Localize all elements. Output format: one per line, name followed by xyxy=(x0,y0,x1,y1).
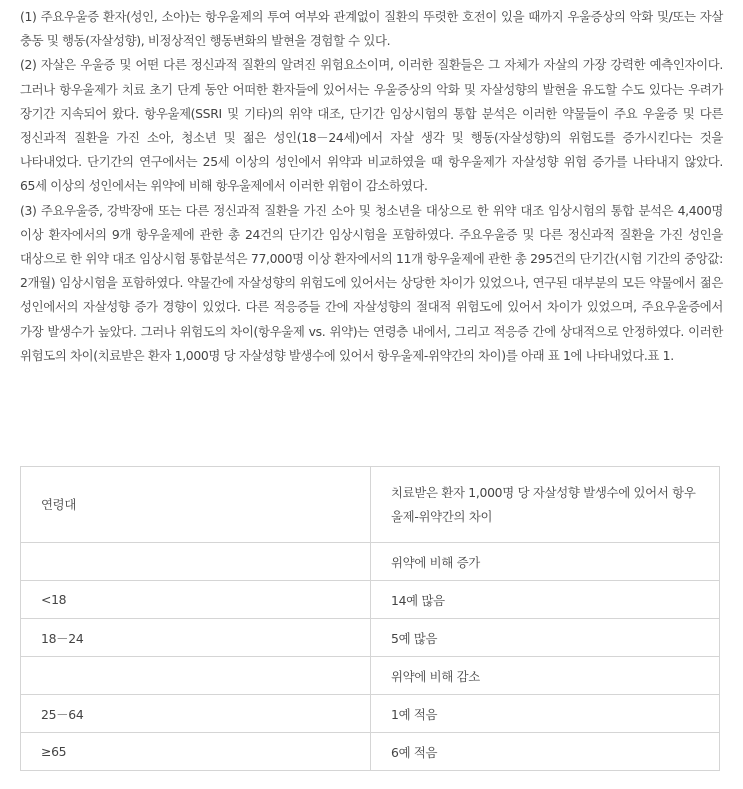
table-cell-age xyxy=(21,657,371,695)
table-cell-difference: 위약에 비해 증가 xyxy=(371,543,720,581)
table-cell-difference: 5예 많음 xyxy=(371,619,720,657)
paragraph-3: (3) 주요우울증, 강박장애 또는 다른 정신과적 질환을 가진 소아 및 청소년을 대상으로 한 위약 대조 임상시험의 통합 분석은 4,400명 이상 환자에서의 9개 항우울제에 관한 총 24건의 단기간 임상시험을 포함하였다. 주요우울증 및 다른 정신과적 질환을 가진 성인을 대상으로 한 위약 대조 임상시험 통합분석은 77,000명 이상 환자에서의 11개 항우울제에 관한 총 295건의 단기간(시험 기간의 중앙값: 2개월) 임상시험을 포함하였다. 약물간에 자살성향의 위험도에 있어서는 상당한 차이가 있었으나, 연구된 대부분의 모든 약물에서 젊은 성인에서의 자살성향 증가 경향이 있었다. 다른 적응증들 간에 자살성향의 절대적 위험도에 있어서 차이가 있었으며, 주요우울증에서 가장 발생수가 높았다. 그러나 위험도의 차이(항우울제 vs. 위약)는 연령층 내에서, 그리고 적응증 간에 상대적으로 안정하였다. 이러한 위험도의 차이(치료받은 환자 1,000명 당 자살성향 발생수에 있어서 항우울제-위약간의 차이)를 아래 표 1에 나타내었다.표 1. xyxy=(20,202,723,363)
table-cell-difference: 14예 많음 xyxy=(371,581,720,619)
table-cell-difference: 6예 적음 xyxy=(371,733,720,771)
table-row xyxy=(21,695,720,733)
paragraph-2: (2) 자살은 우울증 및 어떤 다른 정신과적 질환의 알려진 위험요소이며, 이러한 질환들은 그 자체가 자살의 가장 강력한 예측인자이다. 그러나 항우울제가 치료 초기 단계 동안 어떠한 환자들에 있어서는 우울증상의 악화 및 자살성향의 발현을 유도할 수도 있다는 우려가 장기간 지속되어 왔다. 항우울제(SSRI 및 기타)의 위약 대조, 단기간 임상시험의 통합 분석은 이러한 약물들이 주요 우울증 및 다른 정신과적 질환을 가진 소아, 청소년 및 젊은 성인(18－24세)에서 자살 생각 및 행동(자살성향)의 위험도를 증가시킨다는 것을 나타내었다. 단기간의 연구에서는 25세 이상의 성인에서 위약과 비교하였을 때 항우울제가 자살성향 위험 증가를 나타내지 않았다. 65세 이상의 성인에서는 위약에 비해 항우울제에서 이러한 위험이 감소하였다. xyxy=(20,57,724,194)
header-age-group: 연령대 xyxy=(21,467,371,543)
table-row xyxy=(21,619,720,657)
table-row xyxy=(21,543,720,581)
table-cell-age: 18－24 xyxy=(21,619,371,657)
table-cell-age: <18 xyxy=(21,581,371,619)
header-risk-difference: 치료받은 환자 1,000명 당 자살성향 발생수에 있어서 항우울제-위약간의 차이 xyxy=(371,467,720,543)
table-row xyxy=(21,733,720,771)
table-cell-age: ≥65 xyxy=(21,733,371,771)
table-cell-difference: 1예 적음 xyxy=(371,695,720,733)
paragraph-1: (1) 주요우울증 환자(성인, 소아)는 항우울제의 투여 여부와 관계없이 질환의 뚜렷한 호전이 있을 때까지 우울증상의 악화 및/또는 자살 충동 및 행동(자살성향), 비정상적인 행동변화의 발현을 경험할 수 있다. xyxy=(20,9,723,49)
table-cell-age xyxy=(21,543,371,581)
table-cell-age: 25－64 xyxy=(21,695,371,733)
table-header-row xyxy=(21,467,720,543)
table-cell-difference: 위약에 비해 감소 xyxy=(371,657,720,695)
table-row xyxy=(21,657,720,695)
table-row xyxy=(21,581,720,619)
suicidality-risk-table xyxy=(20,466,720,771)
warning-text xyxy=(20,5,723,368)
